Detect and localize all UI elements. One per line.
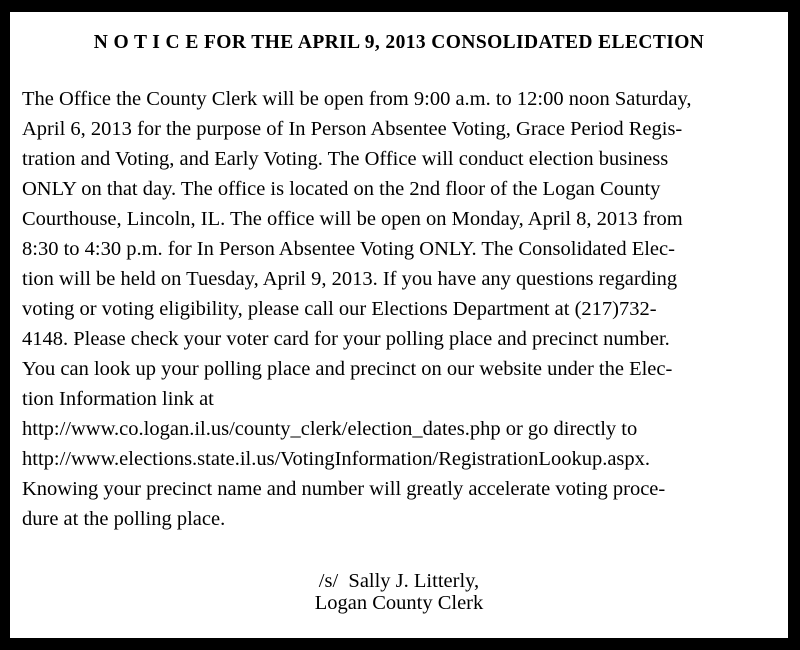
- body-line: tration and Voting, and Early Voting. The Office will conduct election business: [22, 148, 669, 170]
- body-line: April 6, 2013 for the purpose of In Person Absentee Voting, Grace Period Regis-: [22, 118, 683, 140]
- body-line: 4148. Please check your voter card for your polling place and precinct number.: [22, 328, 670, 350]
- body-line: You can look up your polling place and precinct on our website under the Elec-: [22, 358, 673, 380]
- notice-panel: [10, 12, 788, 638]
- body-line: dure at the polling place.: [22, 508, 226, 530]
- body-line: tion will be held on Tuesday, April 9, 2013. If you have any questions regarding: [22, 268, 678, 290]
- body-line: 8:30 to 4:30 p.m. for In Person Absentee Voting ONLY. The Consolidated Elec-: [22, 238, 675, 260]
- registration-lookup-url-line: http://www.elections.state.il.us/VotingInformation/RegistrationLookup.aspx.: [22, 448, 651, 470]
- body-line: ONLY on that day. The office is located on the 2nd floor of the Logan County: [22, 178, 661, 200]
- body-line: tion Information link at: [22, 388, 214, 410]
- body-line: Courthouse, Lincoln, IL. The office will be open on Monday, April 8, 2013 from: [22, 208, 683, 230]
- county-clerk-url-line: http://www.co.logan.il.us/county_clerk/election_dates.php or go directly to: [22, 418, 638, 440]
- signature-line: /s/ Sally J. Litterly,: [318, 570, 480, 592]
- notice-body: [22, 84, 782, 534]
- body-line: voting or voting eligibility, please call our Elections Department at (217)732-: [22, 298, 657, 320]
- notice-title: N O T I C E FOR THE APRIL 9, 2013 CONSOLIDATED ELECTION: [93, 32, 705, 53]
- body-line: Knowing your precinct name and number will greatly accelerate voting proce-: [22, 478, 666, 500]
- body-line: The Office the County Clerk will be open from 9:00 a.m. to 12:00 noon Saturday,: [22, 88, 692, 110]
- signature-title: Logan County Clerk: [314, 592, 484, 614]
